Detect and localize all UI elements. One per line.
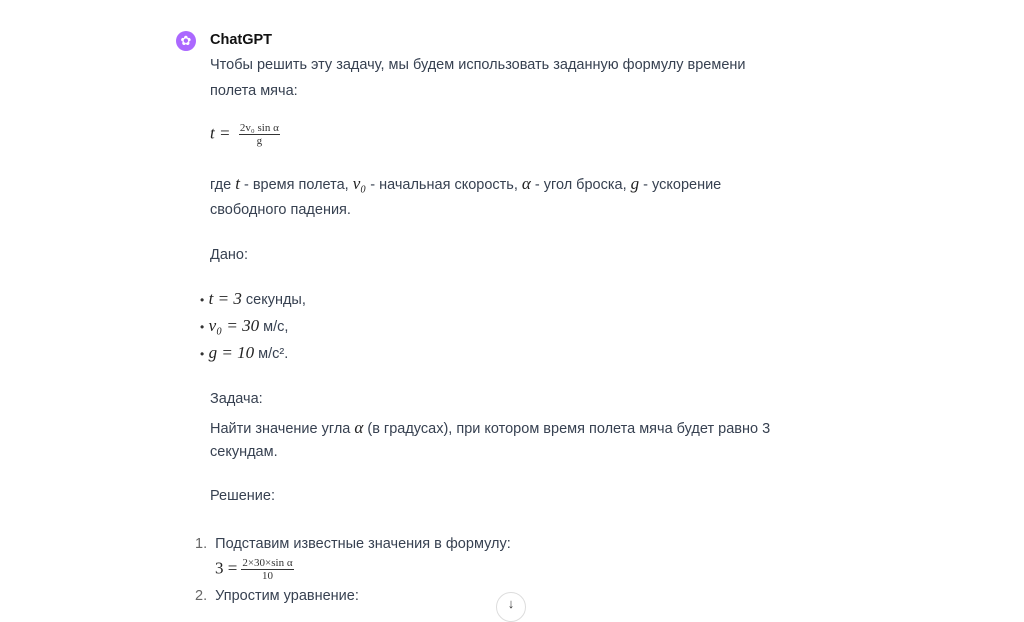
given-text: секунды,: [241, 292, 306, 308]
author-name: ChatGPT: [210, 32, 273, 48]
text: (в градусах), при котором время полета мяча будет равно 3: [363, 421, 771, 437]
step-1-formula: [215, 557, 294, 582]
given-item: [200, 289, 306, 309]
bullet: •: [200, 293, 205, 307]
text: - угол броска,: [530, 177, 631, 193]
where-line-2: свободного падения.: [210, 202, 351, 218]
task-line: [210, 418, 770, 438]
step-2: [195, 588, 359, 604]
math-g: g: [630, 174, 640, 193]
formula-fraction: [239, 122, 280, 147]
given-text: м/с².: [254, 346, 289, 362]
text: где: [210, 177, 236, 193]
step-1: [195, 536, 511, 552]
step-text: Упростим уравнение:: [215, 588, 359, 604]
intro-line-1: Чтобы решить эту задачу, мы будем использовать заданную формулу времени: [210, 57, 746, 73]
math-v0: v₀: [352, 174, 367, 193]
text: - время полета,: [239, 177, 353, 193]
openai-logo-icon: ✿: [180, 33, 192, 48]
given-label: Дано:: [210, 247, 248, 263]
bullet: •: [200, 320, 205, 334]
scroll-to-bottom-button[interactable]: [496, 592, 526, 622]
bullet: •: [200, 347, 205, 361]
task-line-2: секундам.: [210, 444, 278, 460]
text: - ускорение: [639, 177, 722, 193]
formula-main: [210, 122, 280, 147]
solution-label: Решение:: [210, 488, 275, 504]
given-item: [200, 316, 288, 336]
given-math: g = 10: [208, 343, 255, 362]
step-number: 2.: [195, 588, 208, 604]
chatgpt-avatar-icon: [176, 31, 196, 51]
where-line: [210, 174, 721, 194]
step-number: 1.: [195, 536, 208, 552]
formula-numerator: 2×30×sin α: [242, 557, 293, 569]
formula-fraction: [241, 557, 293, 582]
math-alpha: α: [521, 174, 531, 193]
step-text: Подставим известные значения в формулу:: [215, 536, 511, 552]
text: - начальная скорость,: [366, 177, 522, 193]
text: Найти значение угла: [210, 421, 355, 437]
given-item: [200, 343, 288, 363]
math-alpha: α: [354, 418, 364, 437]
formula-lhs: t =: [210, 123, 231, 143]
formula-denominator: g: [256, 135, 263, 147]
arrow-down-icon: ↓: [507, 596, 515, 611]
task-label: Задача:: [210, 391, 263, 407]
math-t: t: [235, 174, 240, 193]
given-math: t = 3: [208, 289, 242, 308]
given-math: v₀ = 30: [208, 316, 260, 335]
formula-denominator: 10: [261, 570, 273, 582]
intro-line-2: полета мяча:: [210, 83, 298, 99]
formula-lhs: 3 =: [215, 558, 238, 578]
formula-numerator: 2v₀ sin α: [239, 122, 279, 134]
given-text: м/с,: [259, 319, 289, 335]
